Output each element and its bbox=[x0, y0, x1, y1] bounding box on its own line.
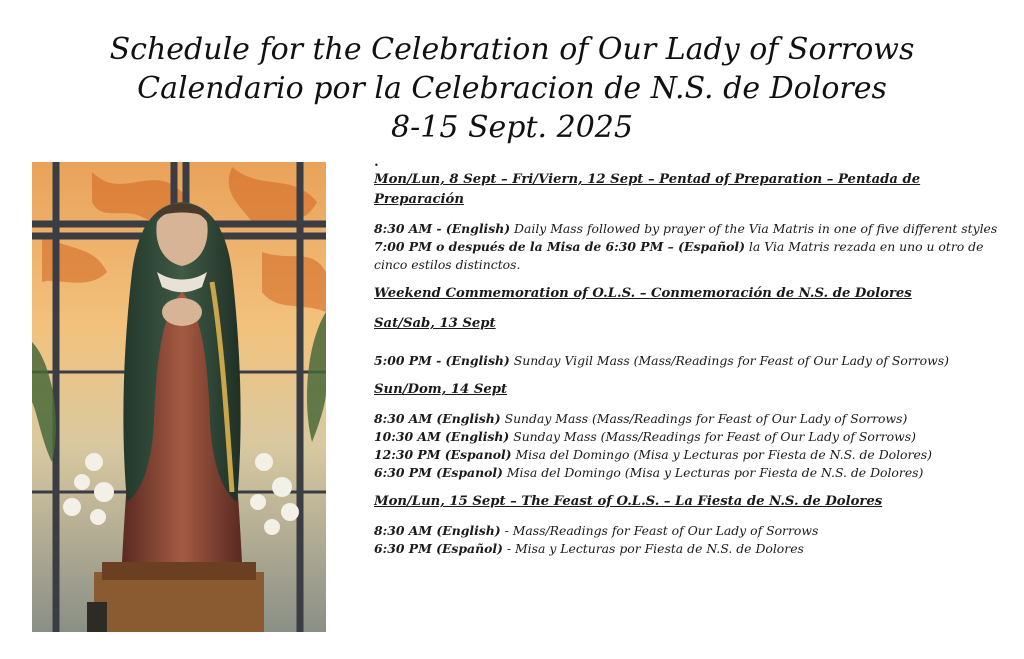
entry-time: 8:30 AM (English) bbox=[374, 411, 501, 426]
page-title bbox=[0, 30, 1024, 147]
list-item bbox=[374, 522, 1014, 540]
title-spanish: Calendario por la Celebracion de N.S. de Dolores bbox=[137, 71, 887, 106]
list-item bbox=[374, 464, 1014, 482]
entry-time: 8:30 AM - (English) bbox=[374, 221, 511, 236]
list-item bbox=[374, 352, 1014, 370]
statue-photo bbox=[32, 162, 326, 632]
list-item bbox=[374, 428, 1014, 446]
entry-text: Misa del Domingo (Misa y Lecturas por Fiesta de N.S. de Dolores) bbox=[511, 447, 932, 462]
pentad-heading: Mon/Lun, 8 Sept – Fri/Viern, 12 Sept – Pentad of Preparation – Pentada de Preparación bbox=[374, 172, 921, 207]
list-item bbox=[374, 220, 1014, 238]
entry-text: Sunday Mass (Mass/Readings for Feast of Our Lady of Sorrows) bbox=[500, 411, 908, 426]
title-dates: 8-15 Sept. 2025 bbox=[391, 110, 633, 145]
title-english: Schedule for the Celebration of Our Lady of Sorrows bbox=[109, 32, 915, 67]
schedule bbox=[374, 162, 1014, 558]
list-item bbox=[374, 410, 1014, 428]
entry-time: 6:30 PM (Espanol) bbox=[374, 465, 503, 480]
list-item bbox=[374, 238, 1014, 274]
entry-text: - Misa y Lecturas por Fiesta de N.S. de Dolores bbox=[502, 541, 804, 556]
entry-text: la Via Matris rezada en uno u otro de cinco estilos distinctos. bbox=[374, 239, 984, 272]
entry-time: 10:30 AM (English) bbox=[374, 429, 510, 444]
saturday-heading: Sat/Sab, 13 Sept bbox=[374, 316, 496, 331]
weekend-heading: Weekend Commemoration of O.L.S. – Conmemoración de N.S. de Dolores bbox=[374, 286, 912, 301]
entry-time: 5:00 PM - (English) bbox=[374, 353, 510, 368]
entry-time: 6:30 PM (Español) bbox=[374, 541, 503, 556]
entry-text: Misa del Domingo (Misa y Lecturas por Fiesta de N.S. de Dolores) bbox=[502, 465, 924, 480]
entry-text: Sunday Vigil Mass (Mass/Readings for Feast of Our Lady of Sorrows) bbox=[509, 353, 949, 368]
list-marker: • bbox=[374, 161, 379, 170]
entry-time: 8:30 AM (English) bbox=[374, 523, 501, 538]
list-item bbox=[374, 446, 1014, 464]
sunday-heading: Sun/Dom, 14 Sept bbox=[374, 382, 508, 397]
entry-text: Sunday Mass (Mass/Readings for Feast of Our Lady of Sorrows) bbox=[509, 429, 916, 444]
entry-time: 7:00 PM o después de la Misa de 6:30 PM – (Español) bbox=[374, 239, 745, 254]
feast-heading: Mon/Lun, 15 Sept – The Feast of O.L.S. – La Fiesta de N.S. de Dolores bbox=[374, 494, 883, 509]
entry-text: - Mass/Readings for Feast of Our Lady of Sorrows bbox=[500, 523, 819, 538]
entry-text: Daily Mass followed by prayer of the Via Matris in one of five different styles bbox=[510, 221, 998, 236]
entry-time: 12:30 PM (Espanol) bbox=[374, 447, 512, 462]
list-item bbox=[374, 540, 1014, 558]
